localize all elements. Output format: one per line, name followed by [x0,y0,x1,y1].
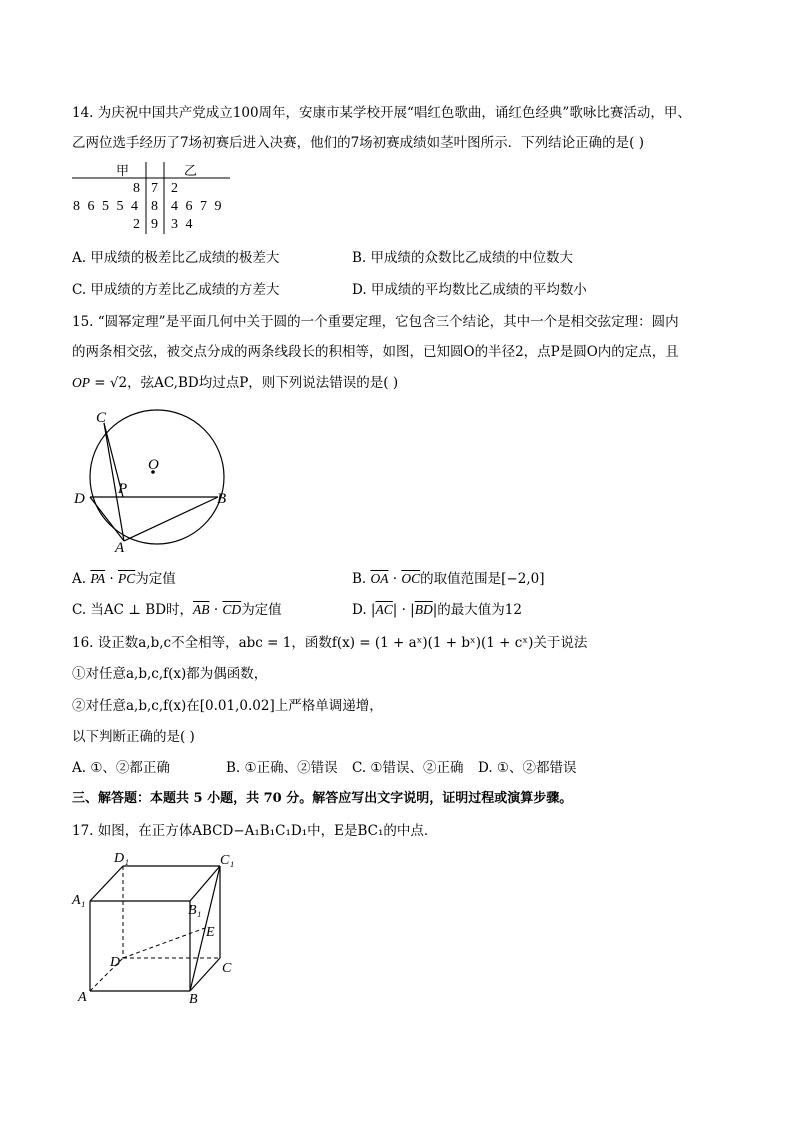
q16-prompt: 以下判断正确的是( ) [72,729,195,745]
label-p: P [118,481,128,497]
q16-line1: 16. 设正数a,b,c不全相等，abc = 1，函数f(x) = (1 + aˣ)(1 + bˣ)(1 + cˣ)关于说法 [72,635,588,651]
q15-c-prefix: C. 当AC ⊥ BD时， [72,602,194,618]
q15-d-prefix: D. | [352,602,376,618]
stem-row-1-right: 2 [171,181,178,196]
stem-row-3-stem: 9 [151,217,158,232]
label-b: B [217,491,227,507]
circle-figure [70,405,240,555]
q15-op-symbol: OP [72,375,90,390]
label-d: D [110,955,121,970]
q15-line3-rest: = √2，弦AC,BD均过点P，则下列说法错误的是( ) [90,375,399,391]
label-e: E [206,925,215,940]
label-b1: B₁ [188,903,202,918]
q15-d-suffix: |的最大值为12 [432,602,522,618]
q16-statement-2: ②对任意a,b,c,f(x)在[0.01,0.02]上严格单调递增， [72,698,383,714]
q15-option-a: A. $\overline{PA} \cdot \overline{PC}$为定值 [72,571,176,587]
q15-a-vec2: $\overline{PC}$ [117,571,136,586]
q15-c-vec2: $\overline{CD}$ [222,602,242,617]
cube-figure [70,848,250,1008]
label-c: C [222,961,232,976]
q15-c-suffix: 为定值 [241,602,282,618]
q14-line1: 14. 为庆祝中国共产党成立100周年，安康市某学校开展“唱红色歌曲，诵红色经典”歌咏比赛活动，甲、 [72,105,691,121]
q14-option-b: B. 甲成绩的众数比乙成绩的中位数大 [352,250,574,266]
stem-leaf-plot [72,160,232,236]
q14-option-c: C. 甲成绩的方差比乙成绩的方差大 [72,282,280,298]
label-c1: C₁ [220,853,235,868]
q15-d-vec2: $\overline{BD}$ [414,602,433,617]
label-a1: A₁ [72,893,86,908]
stem-right-header: 乙 [184,164,198,179]
segment-ab [124,497,218,541]
q15-line3 [72,374,398,392]
q16-option-c: C. ①错误、②正确 [352,760,464,776]
stem-row-3-left: 2 [133,217,140,232]
q16-option-b: B. ①正确、②错误 [226,760,338,776]
label-d: D [74,491,85,507]
label-d1: D₁ [114,851,129,866]
stem-left-header: 甲 [116,164,130,179]
stem-row-2-stem: 8 [151,199,158,214]
q15-d-vec1: $\overline{AC}$ [375,602,393,617]
q16-option-a: A. ①、②都正确 [72,760,170,776]
q17-line1: 17. 如图，在正方体ABCD−A₁B₁C₁D₁中，E是BC₁的中点． [72,823,438,839]
q15-a-prefix: A. [72,571,91,587]
q14-option-a: A. 甲成绩的极差比乙成绩的极差大 [72,250,280,266]
q15-b-suffix: 的取值范围是[−2,0] [420,571,545,587]
q15-option-c: C. 当AC ⊥ BD时，$\overline{AB} \cdot \overline{CD}$为定值 [72,602,282,618]
q15-b-vec2: $\overline{OC}$ [401,571,421,586]
q15-option-b: B. $\overline{OA} \cdot \overline{OC}$的取值范围是[−2,0] [352,571,545,587]
q15-d-mid: | · | [392,602,415,618]
label-a: A [78,990,87,1005]
label-c: C [96,410,107,426]
stem-row-3-right: 3 4 [171,217,195,232]
q15-option-d [352,601,522,619]
segment-da [90,497,124,541]
stem-row-1-stem: 7 [151,181,158,196]
label-o: O [148,457,159,473]
stem-row-1-left: 8 [133,181,140,196]
q15-a-suffix: 为定值 [135,571,176,587]
q15-line2: 的两条相交弦，被交点分成的两条线段长的积相等，如图，已知圆O的半径2，点P是圆O内的定点，且 [72,344,679,360]
q15-a-vec1: $\overline{PA}$ [90,571,106,586]
q15-c-vec1: $\overline{AB}$ [193,602,210,617]
q16-option-d: D. ①、②都错误 [478,760,577,776]
section-3-heading: 三、解答题：本题共 5 小题，共 70 分。解答应写出文字说明，证明过程或演算步骤。 [72,791,573,806]
label-b: B [189,992,198,1007]
q15-line1: 15. “圆幂定理”是平面几何中关于圆的一个重要定理，它包含三个结论，其中一个是相交弦定理：圆内 [72,314,679,330]
q15-b-vec1: $\overline{OA}$ [370,571,389,586]
q14-line2: 乙两位选手经历了7场初赛后进入决赛，他们的7场初赛成绩如茎叶图所示．下列结论正确的是( ) [72,135,645,151]
q16-statement-1: ①对任意a,b,c,f(x)都为偶函数， [72,666,268,682]
q14-option-d: D. 甲成绩的平均数比乙成绩的平均数小 [352,282,587,298]
q15-b-prefix: B. [352,571,371,587]
stem-row-2-left: 8 6 5 5 4 [73,199,140,214]
stem-row-2-right: 4 6 7 9 [171,199,224,214]
label-a: A [115,540,125,555]
